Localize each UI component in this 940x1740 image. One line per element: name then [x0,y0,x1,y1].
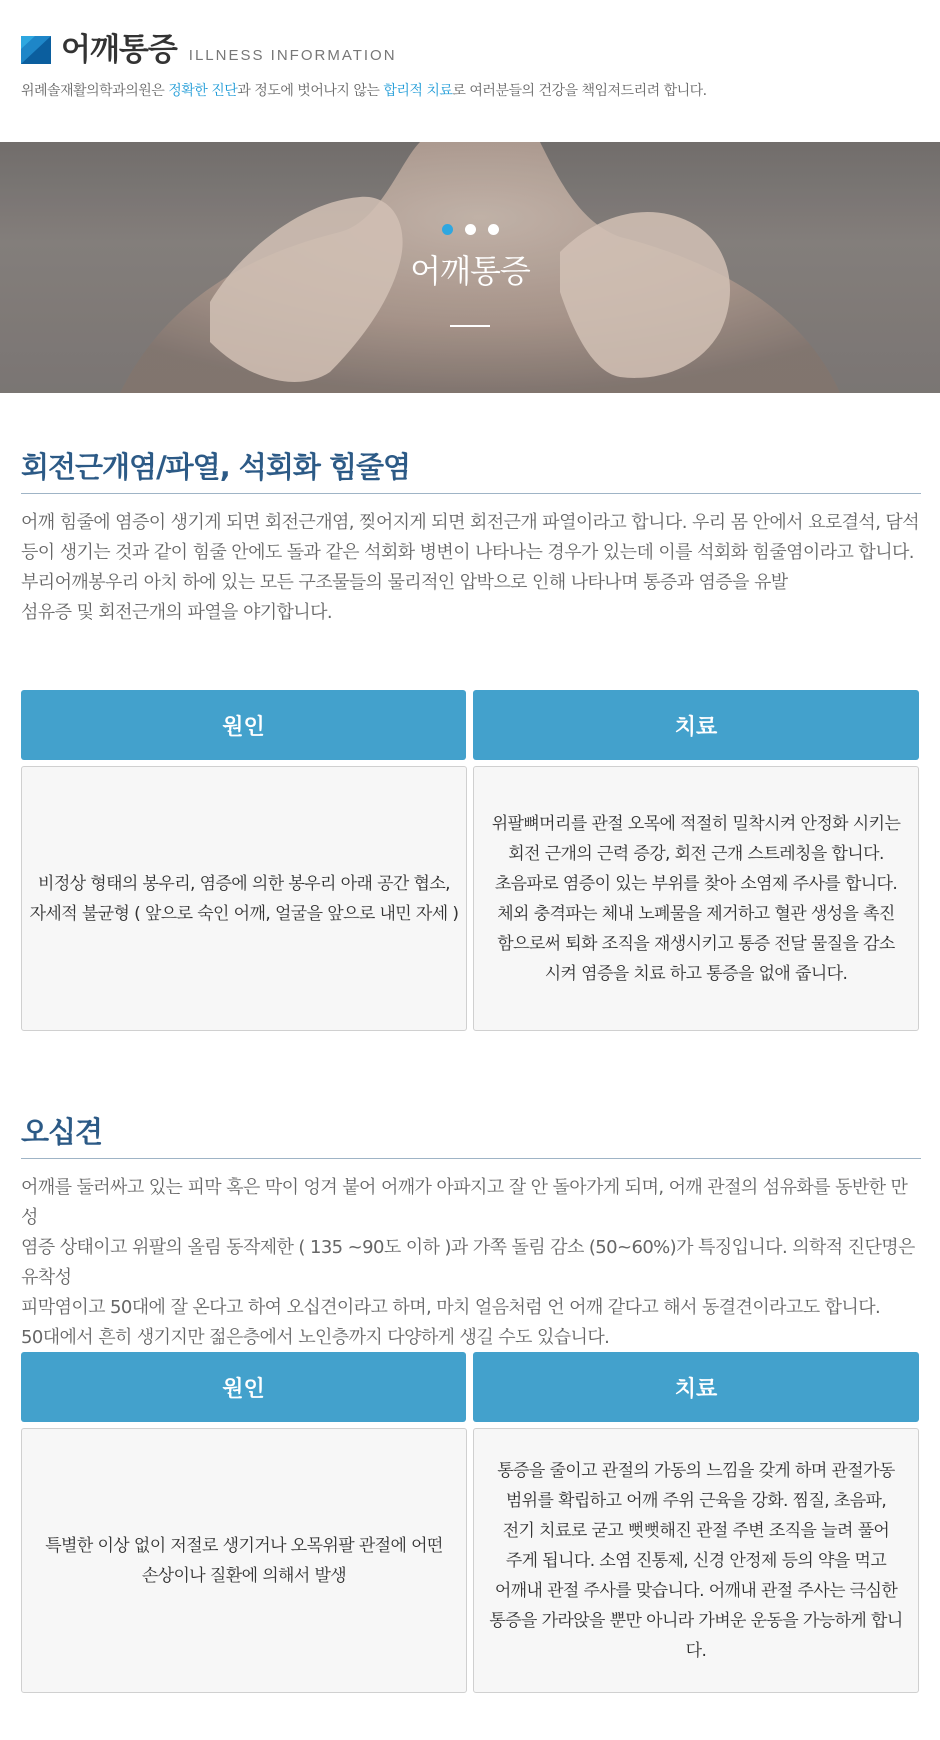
cause-line: 특별한 이상 없이 저절로 생기거나 오목위팔 관절에 어떤 [45,1535,443,1556]
description-line: 어깨를 둘러싸고 있는 피막 혹은 막이 엉겨 붙어 어깨가 아파지고 잘 안 돌아가게 되며, 어깨 관절의 섬유화를 동반한 만성 [21,1177,908,1228]
cause-line: 손상이나 질환에 의해서 발생 [141,1565,347,1586]
section-title: 오십견 [21,1112,921,1159]
treatment-line: 전기 치료로 굳고 뻣뻣해진 관절 주변 조직을 늘려 풀어 [502,1520,890,1541]
description-line: 50대에서 흔히 생기지만 젊은층에서 노인층까지 다양하게 생길 수도 있습니다. [21,1327,610,1348]
hero-divider [450,325,490,327]
description-line: 어깨 힘줄에 염증이 생기게 되면 회전근개염, 찢어지게 되면 회전근개 파열이라고 합니다. 우리 몸 안에서 요로결석, 담석 [21,512,920,533]
cause-box [21,766,467,1031]
treatment-line: 시켜 염증을 치료 하고 통증을 없애 줍니다. [544,963,848,984]
page-header [21,28,921,100]
cause-header: 원인 [21,1352,466,1422]
description-line: 염증 상태이고 위팔의 올림 동작제한 ( 135 ~90도 이하 )과 가쪽 돌림 감소 (50~60%)가 특징입니다. 의학적 진단명은 유착성 [21,1237,915,1288]
treatment-line: 범위를 확립하고 어깨 주위 근육을 강화. 찜질, 초음파, [505,1490,887,1511]
treatment-box [473,1428,919,1693]
hero-banner [0,142,940,393]
treatment-line: 주게 됩니다. 소염 진통제, 신경 안정제 등의 약을 먹고 [505,1550,887,1571]
cause-treatment-grid-1 [21,690,919,1032]
title-row [21,28,921,68]
brand-square-icon [21,36,51,64]
hero-dot-3[interactable] [488,224,499,235]
section-description [21,1173,921,1353]
section-frozen-shoulder [21,1112,921,1353]
cause-header: 원인 [21,690,466,760]
cause-box [21,1428,467,1693]
hero-dot-1[interactable] [442,224,453,235]
intro-text [21,80,921,100]
description-line: 등이 생기는 것과 같이 힘줄 안에도 돌과 같은 석회화 병변이 나타나는 경우가 있는데 이를 석회화 힘줄염이라고 합니다. [21,542,914,563]
description-line: 부리어깨봉우리 아치 하에 있는 모든 구조물들의 물리적인 압박으로 인해 나타나며 통증과 염증을 유발 [21,572,788,593]
cause-line: 자세적 불균형 ( 앞으로 숙인 어깨, 얼굴을 앞으로 내민 자세 ) [29,903,459,924]
page-subtitle: ILLNESS INFORMATION [188,47,397,64]
hero-dot-2[interactable] [465,224,476,235]
intro-part-3: 로 여러분들의 건강을 책임져드리려 합니다. [452,83,707,99]
treatment-box [473,766,919,1031]
section-rotator-cuff [21,447,921,628]
page-title: 어깨통증 [61,32,177,68]
treatment-header: 치료 [473,1352,919,1422]
cause-treatment-grid-2 [21,1352,919,1694]
intro-part-2: 과 정도에 벗어나지 않는 [237,83,384,99]
treatment-line: 통증을 가라앉을 뿐만 아니라 가벼운 운동을 가능하게 합니다. [489,1610,903,1661]
section-title: 회전근개염/파열, 석회화 힘줄염 [21,447,921,494]
treatment-line: 어깨내 관절 주사를 맞습니다. 어깨내 관절 주사는 극심한 [494,1580,898,1601]
intro-highlight-treatment: 합리적 치료 [383,83,453,99]
hero-title: 어깨통증 [410,252,530,290]
treatment-line: 함으로써 퇴화 조직을 재생시키고 통증 전달 물질을 감소 [497,933,895,954]
intro-highlight-diagnosis: 정확한 진단 [168,83,238,99]
intro-part-1: 위례솔재활의학과의원은 [21,83,169,99]
treatment-line: 체외 충격파는 체내 노폐물을 제거하고 혈관 생성을 촉진 [497,903,895,924]
treatment-line: 위팔뼈머리를 관절 오목에 적절히 밀착시켜 안정화 시키는 [491,813,901,834]
treatment-line: 통증을 줄이고 관절의 가동의 느낌을 갖게 하며 관절가동 [497,1460,895,1481]
treatment-line: 초음파로 염증이 있는 부위를 찾아 소염제 주사를 합니다. [494,873,898,894]
treatment-line: 회전 근개의 근력 증강, 회전 근개 스트레칭을 합니다. [508,843,884,864]
description-line: 섬유증 및 회전근개의 파열을 야기합니다. [21,602,333,623]
description-line: 피막염이고 50대에 잘 온다고 하여 오십견이라고 하며, 마치 얼음처럼 언 어깨 같다고 해서 동결견이라고도 합니다. [21,1297,881,1318]
treatment-header: 치료 [473,690,919,760]
hero-pagination [0,224,940,235]
section-description [21,508,921,628]
cause-line: 비정상 형태의 봉우리, 염증에 의한 봉우리 아래 공간 협소, [38,873,450,894]
